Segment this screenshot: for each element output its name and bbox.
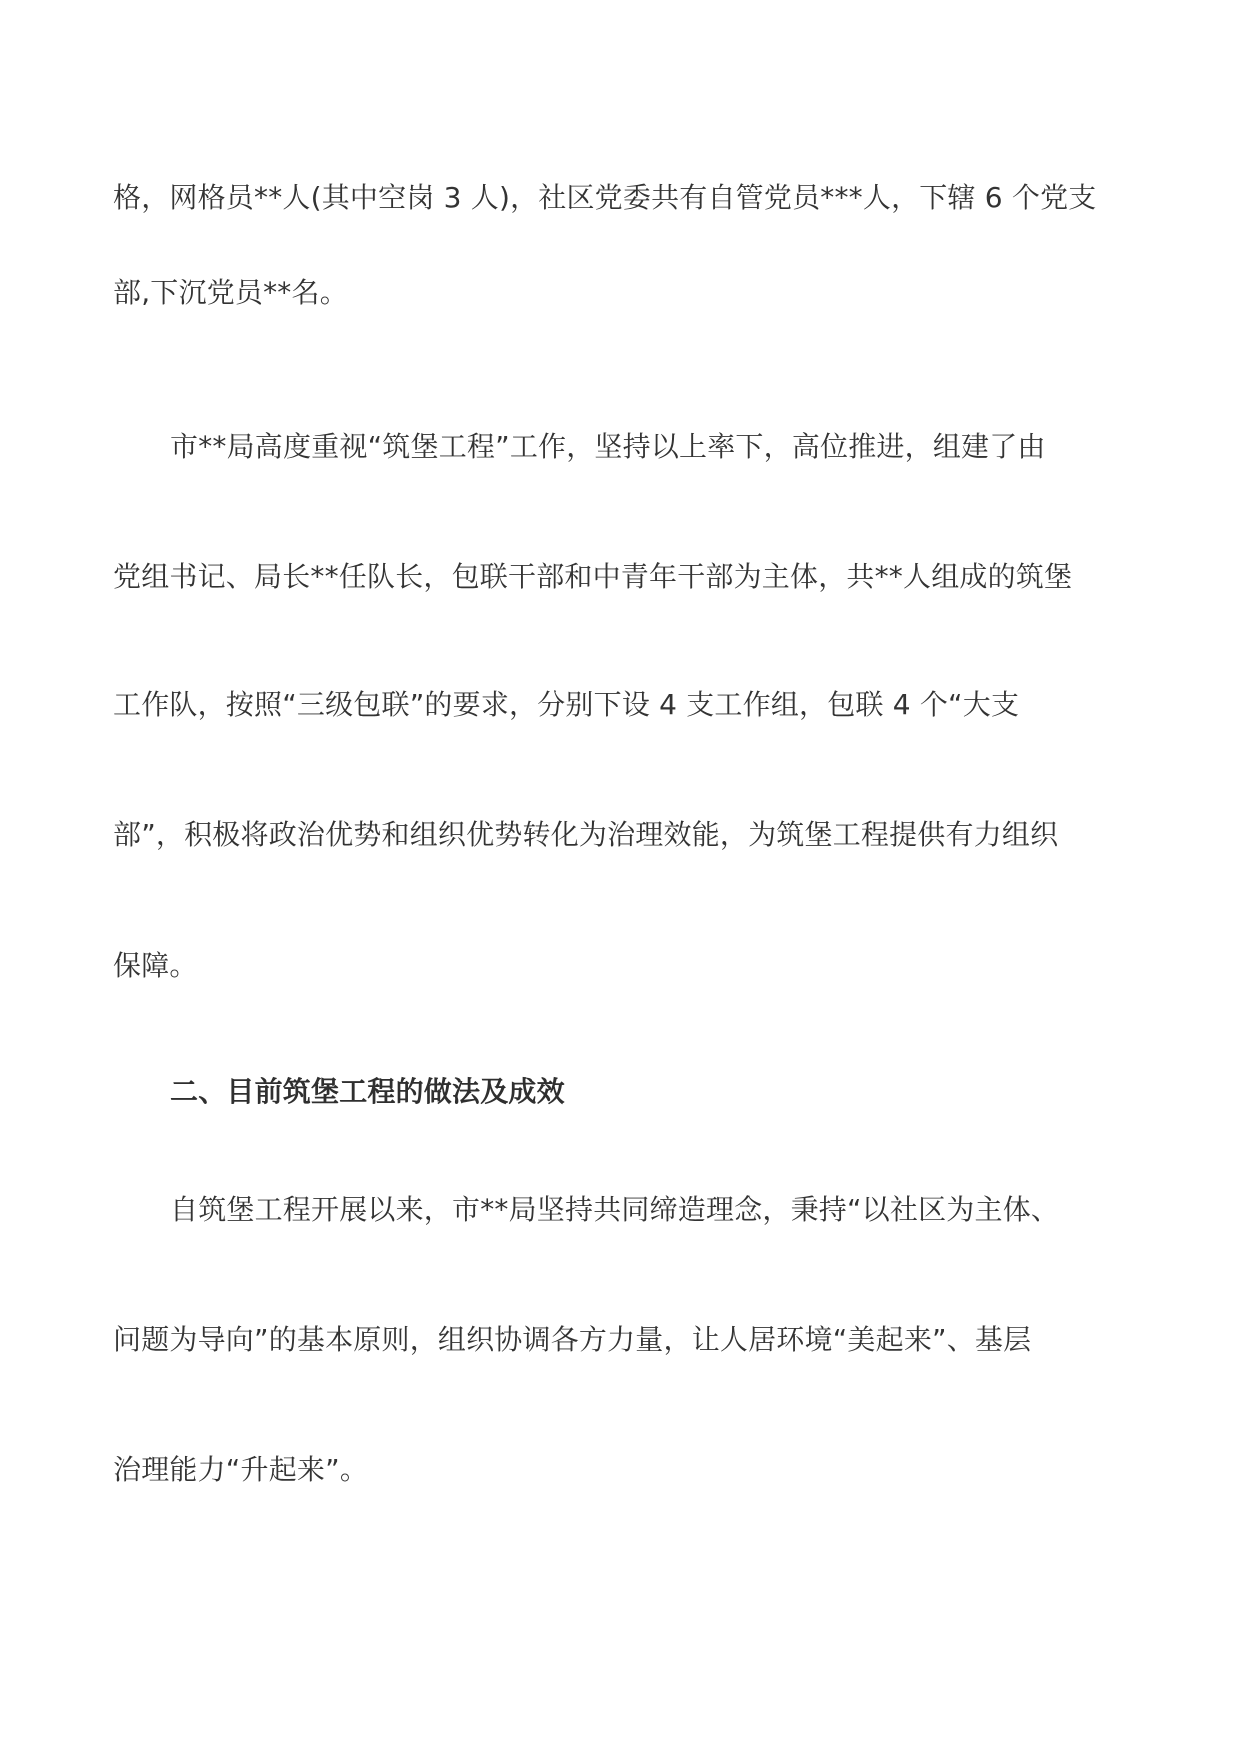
paragraph-line: 部,下沉党员**名。 bbox=[113, 276, 348, 309]
paragraph-line: 问题为导向”的基本原则，组织协调各方力量，让人居环境“美起来”、基层 bbox=[113, 1323, 1032, 1356]
paragraph-line: 党组书记、局长**任队长，包联干部和中青年干部为主体，共**人组成的筑堡 bbox=[113, 560, 1073, 593]
paragraph-line: 市**局高度重视“筑堡工程”工作，坚持以上率下，高位推进，组建了由 bbox=[170, 430, 1046, 463]
paragraph-line: 部”，积极将政治优势和组织优势转化为治理效能，为筑堡工程提供有力组织 bbox=[113, 818, 1059, 851]
paragraph-line: 保障。 bbox=[113, 949, 198, 982]
paragraph-line: 自筑堡工程开展以来，市**局坚持共同缔造理念，秉持“以社区为主体、 bbox=[170, 1193, 1060, 1226]
paragraph-line: 格，网格员**人(其中空岗 3 人)，社区党委共有自管党员***人，下辖 6 个党支 bbox=[113, 181, 1097, 214]
paragraph-line: 治理能力“升起来”。 bbox=[113, 1453, 369, 1486]
section-heading: 二、目前筑堡工程的做法及成效 bbox=[170, 1075, 565, 1108]
paragraph-line: 工作队，按照“三级包联”的要求，分别下设 4 支工作组，包联 4 个“大支 bbox=[113, 688, 1020, 721]
